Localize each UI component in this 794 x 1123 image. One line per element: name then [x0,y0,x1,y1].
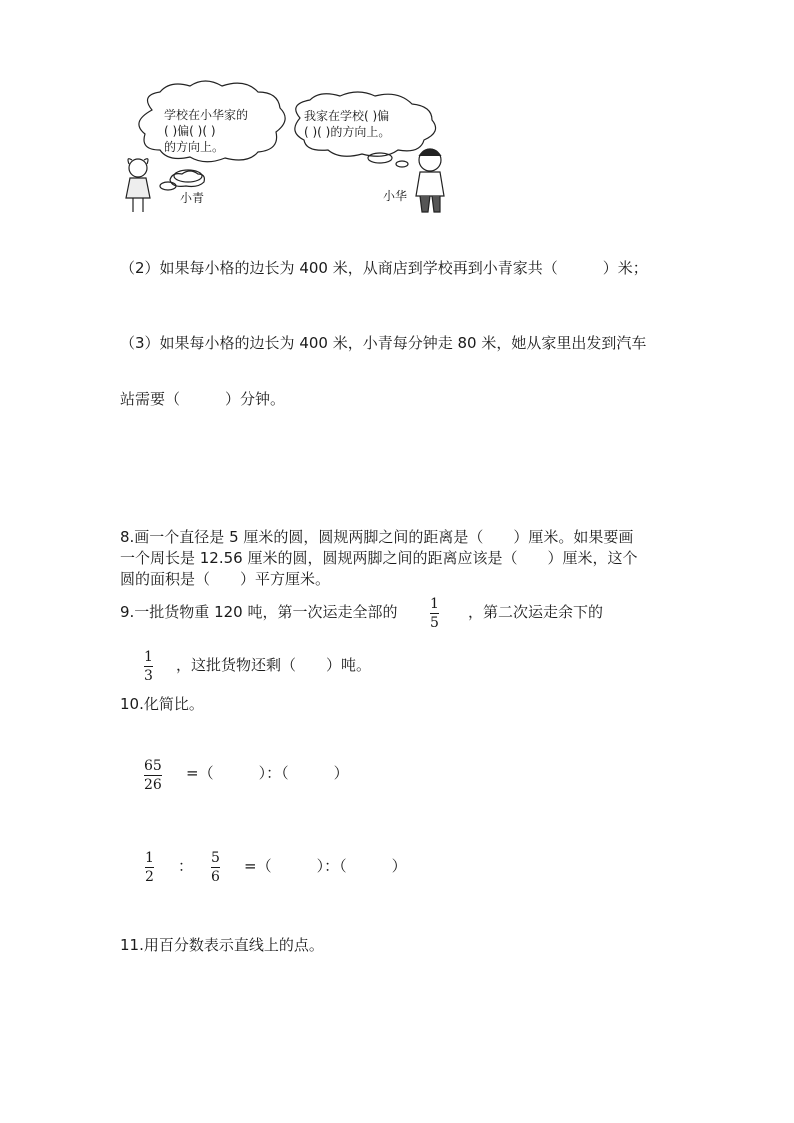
question-8-line-3: 圆的面积是（ ）平方厘米。 [120,570,331,588]
fraction-bar [144,666,153,667]
fraction-bar [145,867,154,868]
girl-xiaoqing-figure [126,159,150,212]
fraction-numerator: 5 [211,850,220,866]
left-bubble-line-1: 学校在小华家的 [164,108,249,122]
fraction-numerator: 65 [144,758,162,774]
girl-name-label: 小青 [180,191,205,205]
question-8-line-2: 一个周长是 12.56 厘米的圆，圆规两脚之间的距离应该是（ ）厘米，这个 [120,549,638,567]
right-bubble-line-2: ( )( )的方向上。 [304,125,391,139]
question-11-text: 11.用百分数表示直线上的点。 [120,936,324,954]
question-3-line-2: 站需要（ ）分钟。 [120,390,286,408]
fraction-bar [211,867,220,868]
question-9-fraction-1 [430,596,439,631]
question-10-title: 10.化简比。 [120,695,204,713]
question-10-fraction-65-26 [144,758,162,793]
question-10-fraction-5-6 [211,850,220,885]
boy-name-label: 小华 [383,189,408,203]
question-9-part-1: 9.一批货物重 120 吨，第一次运走全部的 [120,603,398,621]
question-8-line-1: 8.画一个直径是 5 厘米的圆，圆规两脚之间的距离是（ ）厘米。如果要画 [120,528,634,546]
question-3-line-1: （3）如果每小格的边长为 400 米，小青每分钟走 80 米，她从家里出发到汽车 [120,334,647,352]
question-2-text: （2）如果每小格的边长为 400 米，从商店到学校再到小青家共（ ）米； [120,259,648,277]
fraction-numerator: 1 [144,649,153,665]
right-bubble-line-1: 我家在学校( )偏 [304,109,390,123]
fraction-bar [144,775,162,776]
question-10-fraction-1-2 [145,850,154,885]
question-10-ratio-colon: ： [178,857,194,875]
boy-xiaohua-figure [416,149,444,212]
fraction-denominator: 6 [211,869,220,885]
question-9-part-3: ，这批货物还剩（ ）吨。 [176,656,372,674]
fraction-denominator: 2 [145,869,154,885]
question-10-item-2-answer: =（ ）：（ ） [244,857,407,875]
fraction-denominator: 3 [144,668,153,684]
left-bubble-line-2: ( )偏( )( ) [164,124,216,138]
fraction-denominator: 5 [430,615,439,631]
question-9-part-2: ，第二次运走余下的 [468,603,604,621]
question-9-fraction-2 [144,649,153,684]
fraction-bar [430,613,439,614]
fraction-numerator: 1 [145,850,154,866]
fraction-numerator: 1 [430,596,439,612]
fraction-denominator: 26 [144,777,162,793]
left-bubble-line-3: 的方向上。 [164,140,225,154]
question-10-item-1-answer: =（ ）：（ ） [186,764,349,782]
